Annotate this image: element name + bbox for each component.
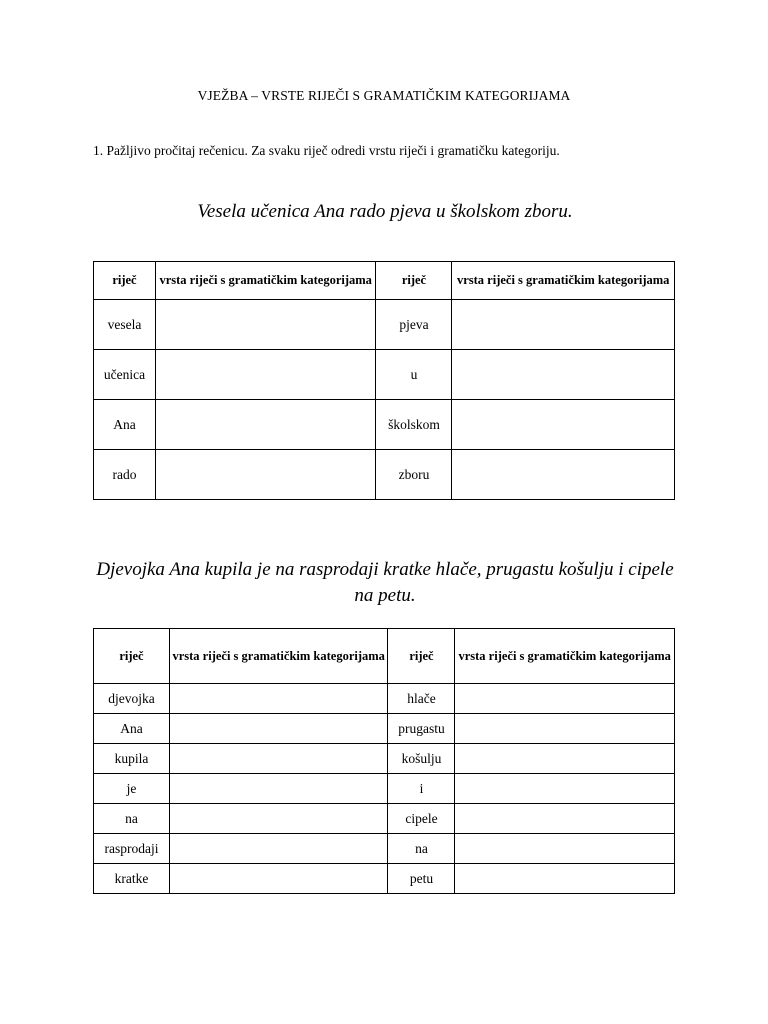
word-cell: na	[388, 834, 455, 864]
exercise-1-sentence: Vesela učenica Ana rado pjeva u školskom zboru.	[197, 201, 573, 222]
answer-cell[interactable]	[169, 804, 388, 834]
exercise-2-table	[93, 628, 675, 894]
word-cell: zboru	[376, 450, 452, 500]
word-cell: i	[388, 774, 455, 804]
answer-cell[interactable]	[155, 450, 376, 500]
answer-cell[interactable]	[455, 744, 675, 774]
answer-cell[interactable]	[452, 450, 675, 500]
exercise-1-table	[93, 261, 675, 500]
answer-cell[interactable]	[455, 804, 675, 834]
answer-cell[interactable]	[169, 744, 388, 774]
answer-cell[interactable]	[155, 350, 376, 400]
word-cell: rado	[94, 450, 156, 500]
answer-cell[interactable]	[455, 864, 675, 894]
word-cell: kratke	[94, 864, 170, 894]
page-title: VJEŽBA – VRSTE RIJEČI S GRAMATIČKIM KATEGORIJAMA	[197, 88, 571, 103]
table-header-row	[94, 629, 675, 684]
table-row	[94, 684, 675, 714]
instruction-text: 1. Pažljivo pročitaj rečenicu. Za svaku riječ odredi vrstu riječi i gramatičku kategoriju.	[93, 143, 560, 158]
word-cell: školskom	[376, 400, 452, 450]
answer-cell[interactable]	[455, 714, 675, 744]
table-row	[94, 300, 675, 350]
word-cell: djevojka	[94, 684, 170, 714]
answer-cell[interactable]	[452, 400, 675, 450]
word-cell: pjeva	[376, 300, 452, 350]
answer-cell[interactable]	[169, 834, 388, 864]
answer-cell[interactable]	[169, 864, 388, 894]
answer-cell[interactable]	[455, 774, 675, 804]
header-word: riječ	[376, 262, 452, 300]
header-category: vrsta riječi s gramatičkim kategorijama	[169, 629, 388, 684]
answer-cell[interactable]	[455, 834, 675, 864]
word-cell: cipele	[388, 804, 455, 834]
word-cell: hlače	[388, 684, 455, 714]
answer-cell[interactable]	[452, 300, 675, 350]
word-cell: kupila	[94, 744, 170, 774]
table-row	[94, 834, 675, 864]
table-row	[94, 400, 675, 450]
table-row	[94, 350, 675, 400]
answer-cell[interactable]	[169, 684, 388, 714]
answer-cell[interactable]	[169, 714, 388, 744]
header-category: vrsta riječi s gramatičkim kategorijama	[455, 629, 675, 684]
word-cell: košulju	[388, 744, 455, 774]
header-category: vrsta riječi s gramatičkim kategorijama	[452, 262, 675, 300]
word-cell: prugastu	[388, 714, 455, 744]
word-cell: Ana	[94, 400, 156, 450]
exercise-2-sentence: Djevojka Ana kupila je na rasprodaji kratke hlače, prugastu košulju i cipele na petu.	[96, 559, 674, 606]
word-cell: u	[376, 350, 452, 400]
table-row	[94, 774, 675, 804]
answer-cell[interactable]	[455, 684, 675, 714]
table-row	[94, 804, 675, 834]
answer-cell[interactable]	[155, 300, 376, 350]
word-cell: Ana	[94, 714, 170, 744]
word-cell: petu	[388, 864, 455, 894]
answer-cell[interactable]	[155, 400, 376, 450]
word-cell: rasprodaji	[94, 834, 170, 864]
word-cell: je	[94, 774, 170, 804]
table-row	[94, 744, 675, 774]
word-cell: učenica	[94, 350, 156, 400]
table-row	[94, 714, 675, 744]
header-word: riječ	[94, 629, 170, 684]
answer-cell[interactable]	[169, 774, 388, 804]
header-word: riječ	[94, 262, 156, 300]
answer-cell[interactable]	[452, 350, 675, 400]
table-row	[94, 864, 675, 894]
word-cell: na	[94, 804, 170, 834]
word-cell: vesela	[94, 300, 156, 350]
header-word: riječ	[388, 629, 455, 684]
table-header-row	[94, 262, 675, 300]
header-category: vrsta riječi s gramatičkim kategorijama	[155, 262, 376, 300]
table-row	[94, 450, 675, 500]
